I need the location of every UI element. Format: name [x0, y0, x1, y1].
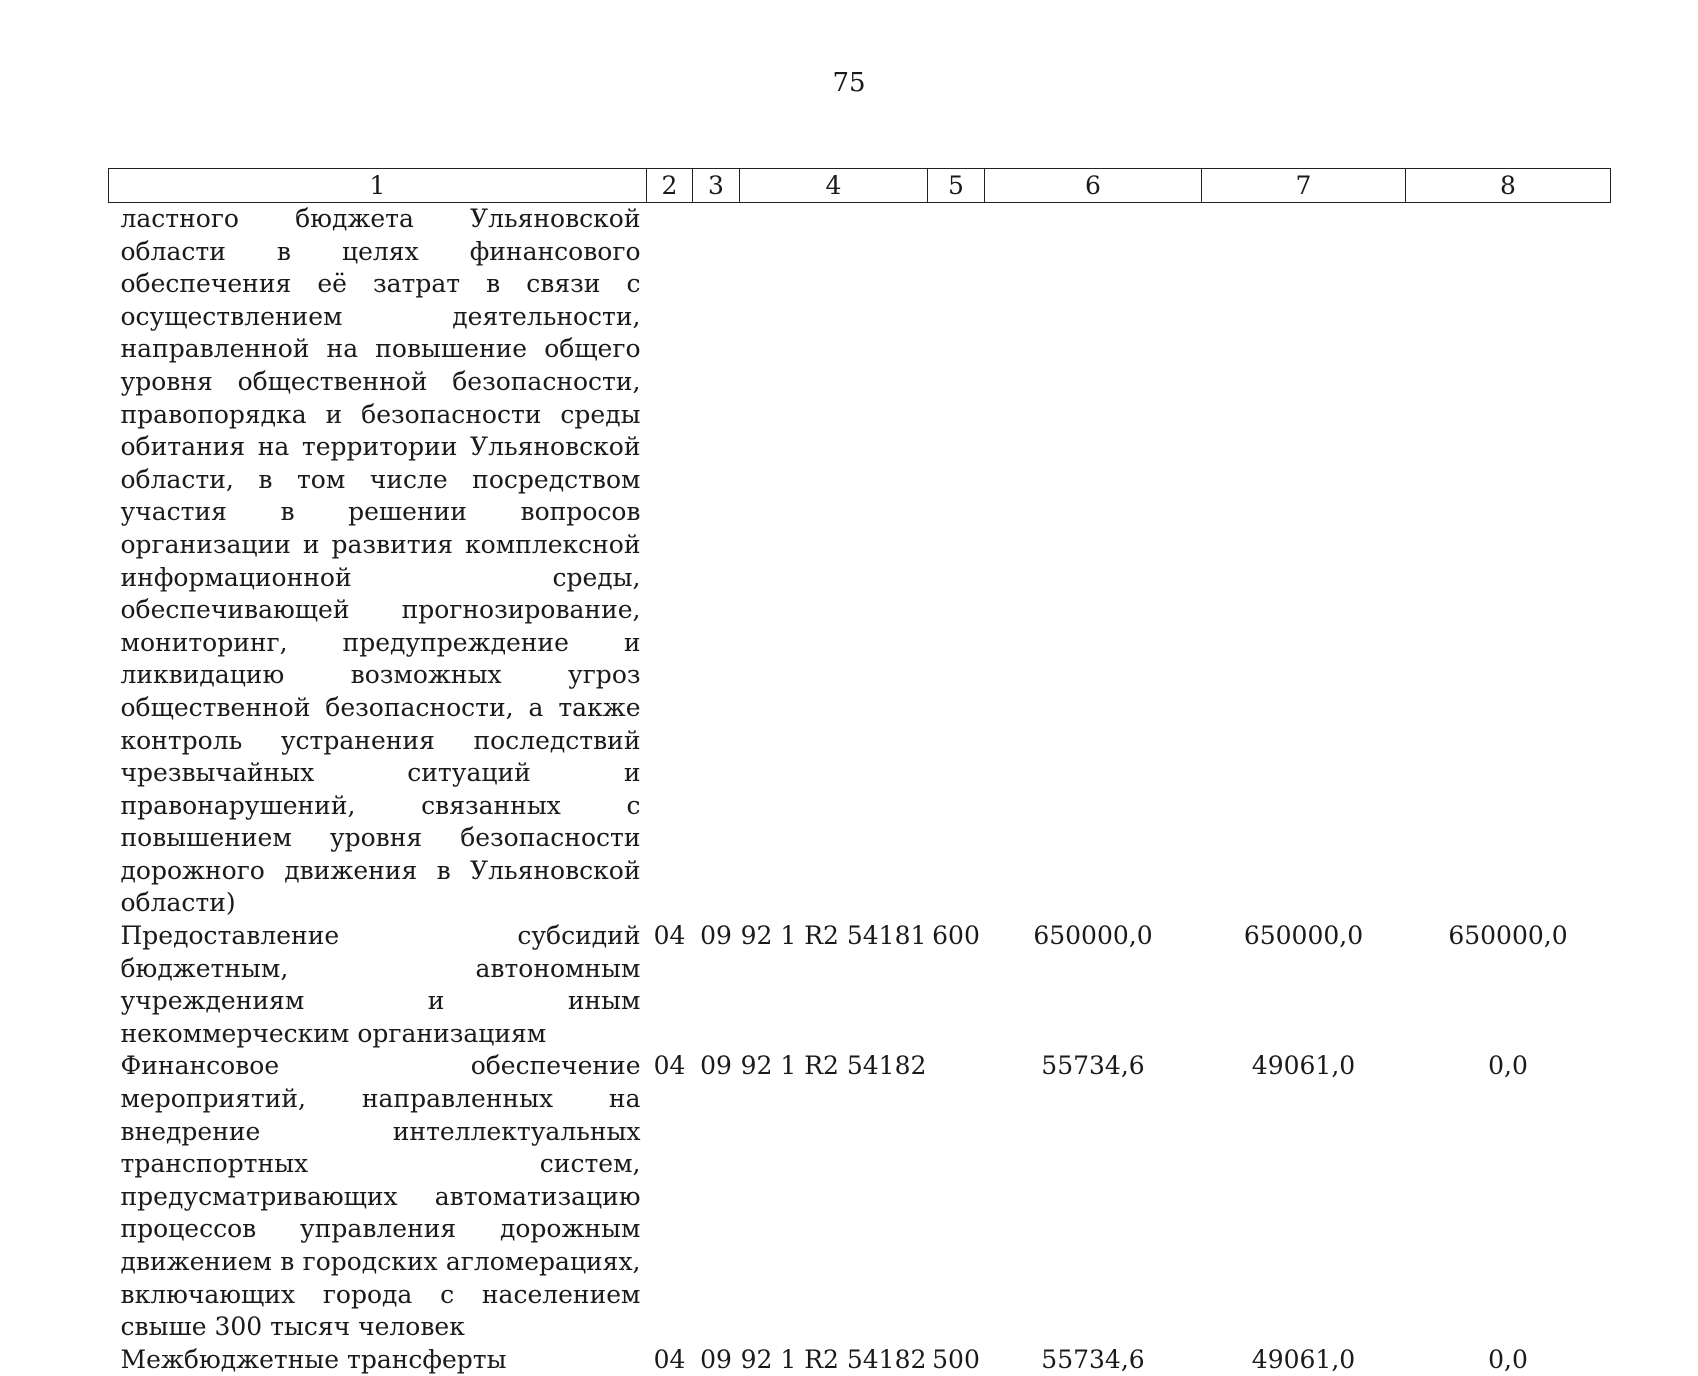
row-section: 04 [647, 1050, 693, 1343]
row-section: 04 [647, 1344, 693, 1376]
row-expense-type: 500 [928, 1344, 985, 1376]
row-target-article: 92 1 R2 54181 [740, 920, 928, 1050]
row-name: Финансовое обеспечение мероприятий, направленных на внедрение интеллектуальных транспортных систем, предусматривающих автоматизацию процессов управления дорожным движением в городских агломерациях, включающих города с населением свыше 300 тысяч человек [109, 1050, 647, 1343]
table-row [109, 1344, 1611, 1376]
header-col-2: 2 [647, 169, 693, 203]
row-amount-col6: 650000,0 [985, 920, 1202, 1050]
row-amount-col7: 49061,0 [1202, 1050, 1406, 1343]
row-amount-col6 [985, 203, 1202, 921]
row-amount-col8: 650000,0 [1406, 920, 1611, 1050]
row-subsection: 09 [693, 1050, 740, 1343]
header-col-1: 1 [109, 169, 647, 203]
budget-table [108, 168, 1611, 1376]
row-amount-col7: 49061,0 [1202, 1344, 1406, 1376]
row-section: 04 [647, 920, 693, 1050]
header-row [109, 169, 1611, 203]
row-subsection: 09 [693, 1344, 740, 1376]
table-row [109, 203, 1611, 921]
row-subsection [693, 203, 740, 921]
table-row [109, 1050, 1611, 1343]
row-amount-col7: 650000,0 [1202, 920, 1406, 1050]
row-target-article: 92 1 R2 54182 [740, 1344, 928, 1376]
row-amount-col7 [1202, 203, 1406, 921]
row-name: Предоставление субсидий бюджетным, автономным учреждениям и иным некоммерческим организациям [109, 920, 647, 1050]
row-expense-type [928, 1050, 985, 1343]
row-target-article: 92 1 R2 54182 [740, 1050, 928, 1343]
table-header [109, 169, 1611, 203]
row-amount-col8: 0,0 [1406, 1344, 1611, 1376]
row-amount-col8 [1406, 203, 1611, 921]
row-section [647, 203, 693, 921]
header-col-7: 7 [1202, 169, 1406, 203]
row-name: Межбюджетные трансферты [109, 1344, 647, 1376]
row-expense-type: 600 [928, 920, 985, 1050]
header-col-3: 3 [693, 169, 740, 203]
header-col-4: 4 [740, 169, 928, 203]
table-row [109, 920, 1611, 1050]
row-name: ластного бюджета Ульяновской области в целях финансового обеспечения её затрат в связи с осуществлением деятельности, направленной на повышение общего уровня общественной безопасности, правопорядка и безопасности среды обитания на территории Ульяновской области, в том числе посредством участия в решении вопросов организации и развития комплексной информационной среды, обеспечивающей прогнозирование, мониторинг, предупреждение и ликвидацию возможных угроз общественной безопасности, а также контроль устранения последствий чрезвычайных ситуаций и правонарушений, связанных с повышением уровня безопасности дорожного движения в Ульяновской области) [109, 203, 647, 921]
row-target-article [740, 203, 928, 921]
row-amount-col6: 55734,6 [985, 1344, 1202, 1376]
row-amount-col8: 0,0 [1406, 1050, 1611, 1343]
row-subsection: 09 [693, 920, 740, 1050]
header-col-5: 5 [928, 169, 985, 203]
page-number: 75 [0, 68, 1698, 98]
row-amount-col6: 55734,6 [985, 1050, 1202, 1343]
header-col-6: 6 [985, 169, 1202, 203]
row-expense-type [928, 203, 985, 921]
header-col-8: 8 [1406, 169, 1611, 203]
